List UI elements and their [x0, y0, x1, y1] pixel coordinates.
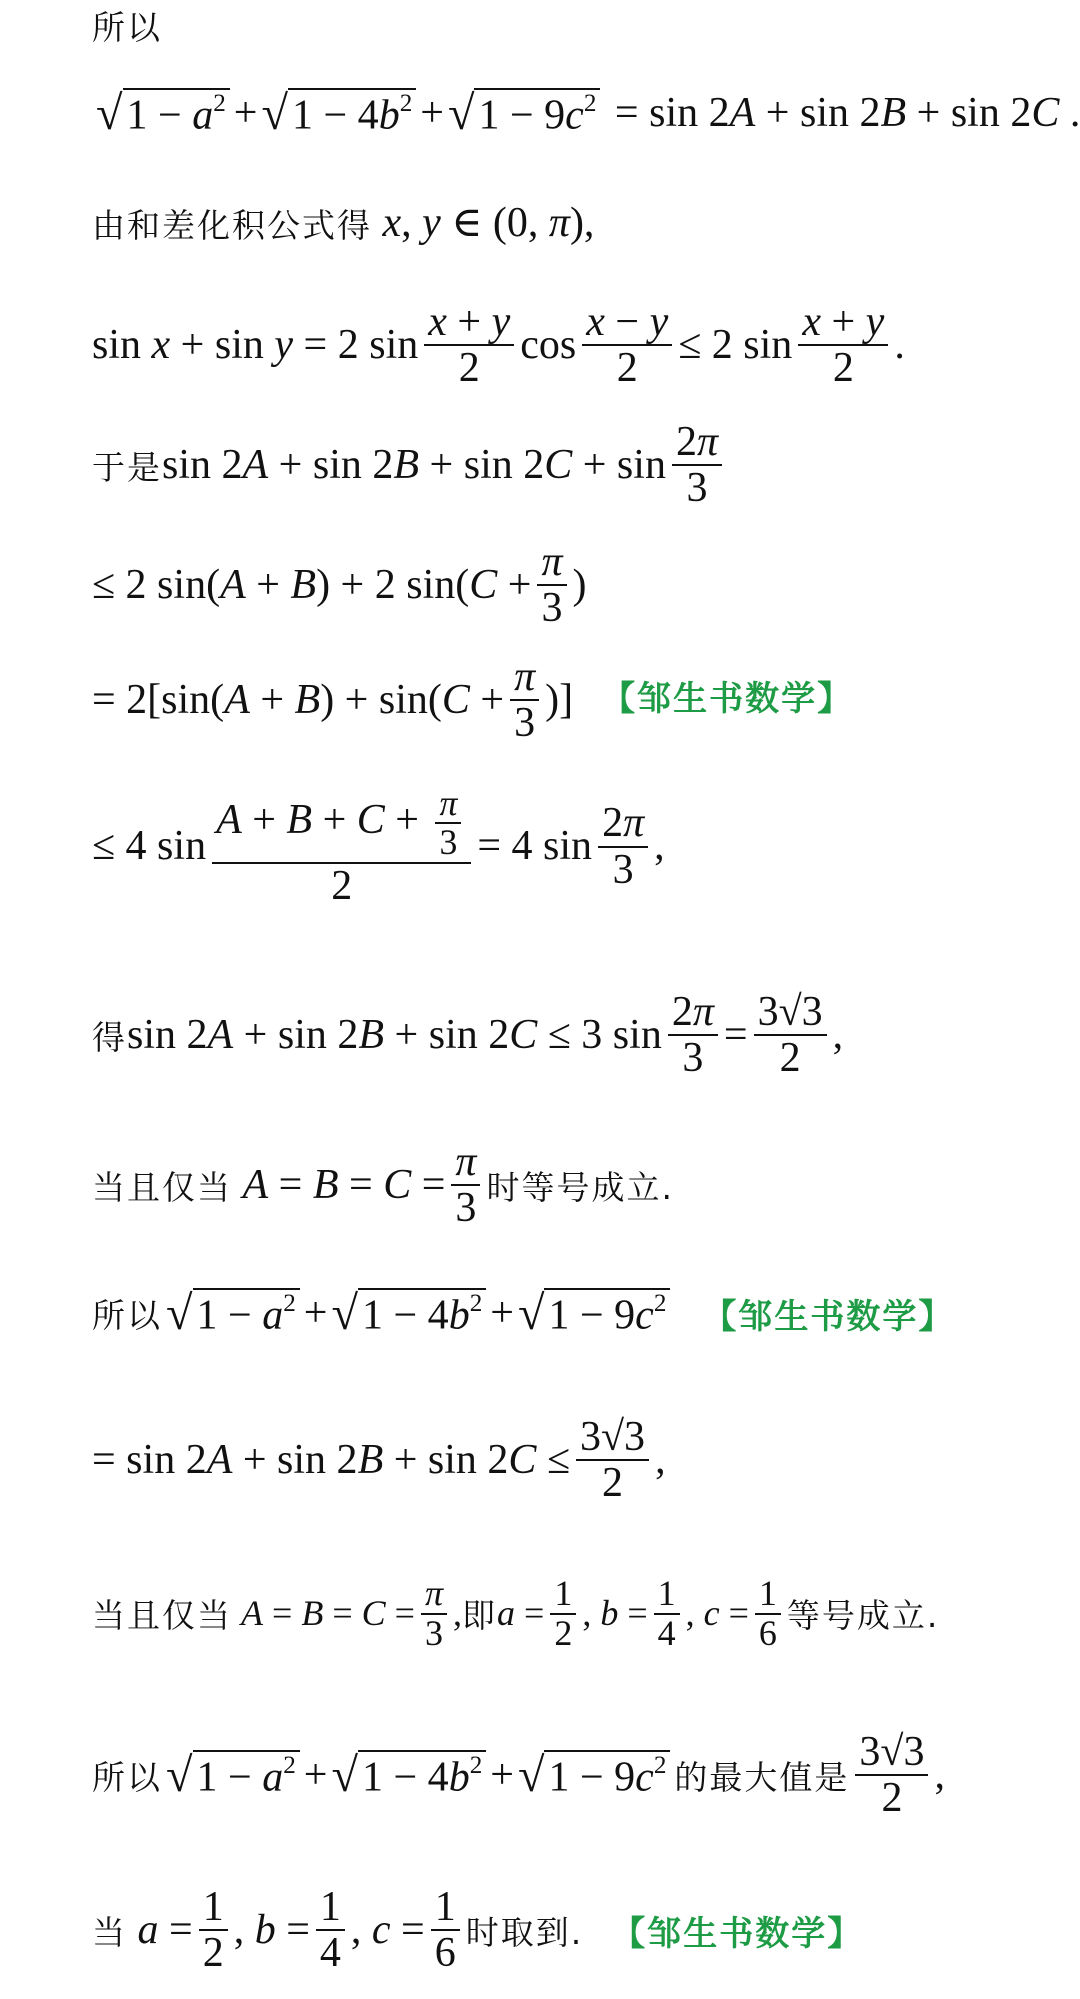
equation-line-2: √ $1 - a^2$ + √ $1 - 4b^2$ + √ $1 - 9c^2$ = sin 2A + sin 2B + sin 2C .	[96, 87, 1080, 140]
equation-line-8: ≤ 4 sin A + B + C + $\frac{\pi}{3}$ 2 = 4 sin $\frac{2\pi}{3}$ ,	[92, 783, 665, 909]
text-line-13: 当且仅当 A = B = C = $\frac{\pi}{3}$ , 即 a = $\frac{1}{2}$ , b = $\frac{1}{4}$ , c = $\frac{1}{6}$ 等号成立.	[92, 1573, 940, 1653]
text-line-5	[92, 420, 1010, 510]
math-inline: sin 2A + sin 2B + sin 2C ≤ 3 sin	[127, 1012, 662, 1058]
math-inline: A = B = C =	[241, 1593, 415, 1633]
sqrt-expression: √ $1 - 9c^2$	[518, 1288, 670, 1339]
sqrt-expression: √ $1 - 9c^2$	[448, 88, 600, 139]
fraction: $\frac{2\pi}{3}$	[672, 420, 722, 510]
sqrt-expression: √ $1 - 4b^2$	[261, 88, 416, 139]
cn-text: 当	[92, 1912, 127, 1952]
cn-text: 所以	[92, 8, 162, 47]
cn-text: 当且仅当	[92, 1596, 232, 1636]
equation-line-4: sin x + sin y = 2 sin $\frac{x + y}{2}$ cos $\frac{x - y}{2}$ ≤ 2 sin $\frac{x + y}{2}$ .	[92, 299, 905, 392]
cn-text: 由和差化积公式得	[92, 206, 372, 245]
text-line-15: 当 a = $\frac{1}{2}$ , b = $\frac{1}{4}$ , c = $\frac{1}{6}$ 时取到. 【邹生书数学】	[92, 1884, 864, 1977]
fraction: $\frac{3√3}{2}$	[855, 1730, 928, 1820]
watermark-tag: 【邹生书数学】	[611, 1913, 864, 1954]
fraction: $\frac{\pi}{3}$	[510, 655, 539, 745]
cn-text: 得	[92, 1017, 127, 1057]
sqrt-expression: √ $1 - a^2$	[166, 1750, 300, 1801]
fraction: $\frac{x - y}{2}$	[582, 300, 672, 390]
fraction: $\frac{\pi}{3}$	[421, 1575, 447, 1653]
cn-text: 时取到.	[465, 1912, 584, 1952]
equation-line-7: = 2[sin(A + B) + sin(C + $\frac{\pi}{3}$ )] 【邹生书数学】	[92, 654, 854, 747]
fraction: $\frac{x + y}{2}$	[424, 300, 514, 390]
fraction: $\frac{1}{2}$	[199, 1885, 228, 1975]
fraction: $\frac{1}{4}$	[654, 1575, 680, 1653]
text-line-14: 所以 √ $1 - a^2$ + √ $1 - 4b^2$ + √ $1 - 9c^2$ 的最大值是 $\frac{3√3}{2}$ ,	[92, 1729, 945, 1822]
cn-text: 即	[462, 1596, 497, 1636]
cn-text: 所以	[92, 1295, 162, 1335]
fraction: $\frac{3√3}{2}$	[576, 1415, 649, 1505]
watermark-tag: 【邹生书数学】	[601, 679, 854, 720]
sqrt-expression: √ $1 - 4b^2$	[331, 1288, 486, 1339]
fraction: $\frac{3√3}{2}$	[754, 990, 827, 1080]
cn-text: 当且仅当	[92, 1167, 232, 1207]
sqrt-expression: √ $1 - 4b^2$	[331, 1750, 486, 1801]
fraction: $\frac{1}{6}$	[755, 1575, 781, 1653]
fraction: $\frac{\pi}{3}$	[537, 540, 566, 630]
watermark-tag: 【邹生书数学】	[702, 1296, 955, 1337]
text-line-10	[92, 1140, 1010, 1230]
fraction: $\frac{1}{4}$	[316, 1885, 345, 1975]
fraction: A + B + C + $\frac{\pi}{3}$ 2	[212, 785, 471, 908]
cn-text: 等号成立.	[786, 1596, 940, 1636]
text-line-9: 得 sin 2A + sin 2B + sin 2C ≤ 3 sin $\frac{2\pi}{3}$ = $\frac{3√3}{2}$ ,	[92, 989, 844, 1082]
equation-line-12: = sin 2A + sin 2B + sin 2C ≤ $\frac{3√3}{2}$ ,	[92, 1414, 666, 1507]
cn-text: 于是	[92, 447, 162, 487]
text-line-1	[92, 2, 1010, 49]
sqrt-expression: √ $1 - a^2$	[166, 1288, 300, 1339]
cn-text: 时等号成立.	[486, 1167, 674, 1207]
text-line-11: 所以 √ $1 - a^2$ + √ $1 - 4b^2$ + √ $1 - 9c^2$ 【邹生书数学】	[92, 1287, 955, 1340]
fraction: $\frac{1}{2}$	[550, 1575, 576, 1653]
sqrt-expression: √ $1 - 9c^2$	[518, 1750, 670, 1801]
math-inline: sin 2A + sin 2B + sin 2C + sin	[162, 442, 666, 488]
fraction: $\frac{2\pi}{3}$	[598, 801, 648, 891]
cn-text: 的最大值是	[674, 1757, 850, 1797]
fraction: $\frac{1}{6}$	[431, 1885, 460, 1975]
math-inline: x, y ∈ (0, π),	[382, 200, 595, 247]
sqrt-expression: √ $1 - a^2$	[96, 88, 230, 139]
cn-text: 所以	[92, 1757, 162, 1797]
fraction: $\frac{x + y}{2}$	[798, 300, 888, 390]
text-line-3	[92, 200, 1010, 247]
fraction: $\frac{2\pi}{3}$	[668, 990, 718, 1080]
math-inline: A = B = C =	[242, 1162, 446, 1208]
fraction: $\frac{\pi}{3}$	[451, 1140, 480, 1230]
equation-line-6: ≤ 2 sin(A + B) + 2 sin(C + $\frac{\pi}{3}$ )	[92, 539, 587, 632]
